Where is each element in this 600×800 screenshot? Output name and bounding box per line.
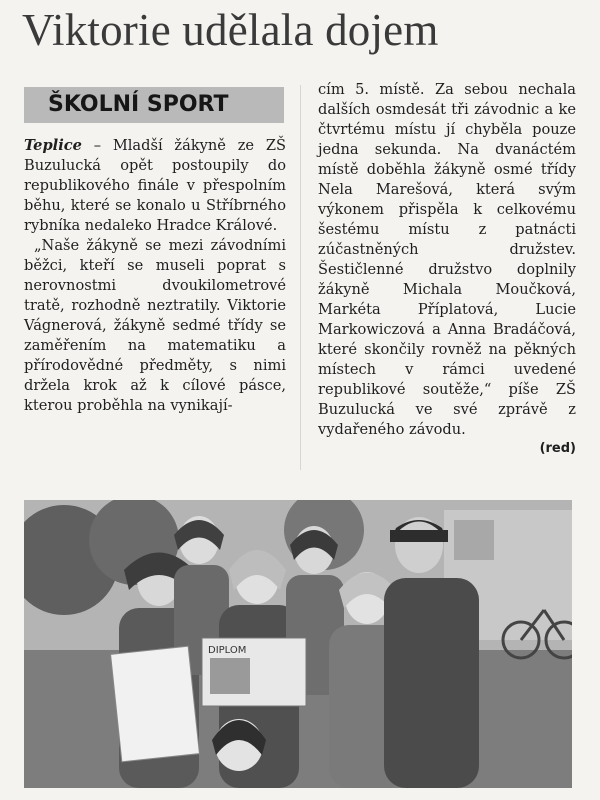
certificate-left xyxy=(111,646,200,762)
article-column-right xyxy=(318,80,576,458)
diploma-text: DIPLOM xyxy=(208,645,247,656)
column-divider xyxy=(300,85,301,470)
paragraph-1-text: – Mladší žákyně ze ZŠ Buzulucká opět postoupily do republikového finále v přespolním běhu, které se konalo u Stříbrného rybníka nedaleko Hradce Králové. xyxy=(24,137,286,234)
paragraph-1 xyxy=(24,136,286,236)
rubric-label: ŠKOLNÍ SPORT xyxy=(48,92,229,117)
team-photo-illustration xyxy=(24,500,572,788)
team-photo xyxy=(24,500,572,788)
section-rubric xyxy=(24,87,284,123)
paragraph-3: cím 5. místě. Za sebou nechala dalších osmdesát tři závodnic a ke čtvrtému místu jí chyběla pouze jedna sekunda. Na dvanáctém místě doběhla žákyně osmé třídy Nela Marešová, která svým výkonem přispěla k celkovému šestému místu z patnácti zúčastněných družstev. Šestičlenné družstvo doplnily žákyně Michala Moučková, Markéta Příplatová, Lucie Markowiczová a Anna Bradáčová, které skončily rovněž na pěkných místech v rámci uvedené republikové soutěže,“ píše ZŠ Buzulucká ve své zprávě z vydařeného závodu. xyxy=(318,81,576,438)
dateline: Teplice xyxy=(24,137,82,154)
article-column-left xyxy=(24,136,286,416)
certificate-diploma xyxy=(202,638,306,706)
paragraph-2: „Naše žákyně se mezi závodními běžci, kteří se museli poprat s nerovnostmi dvoukilometrové tratě, rozhodně neztratily. Viktorie Vágnerová, žákyně sedmé třídy se zaměřením na matematiku a přírodovědné předměty, s nimi držela krok až k cílové pásce, kterou proběhla na vynikají- xyxy=(24,237,286,414)
headline: Viktorie udělala dojem xyxy=(22,5,439,55)
byline: (red) xyxy=(539,441,576,456)
